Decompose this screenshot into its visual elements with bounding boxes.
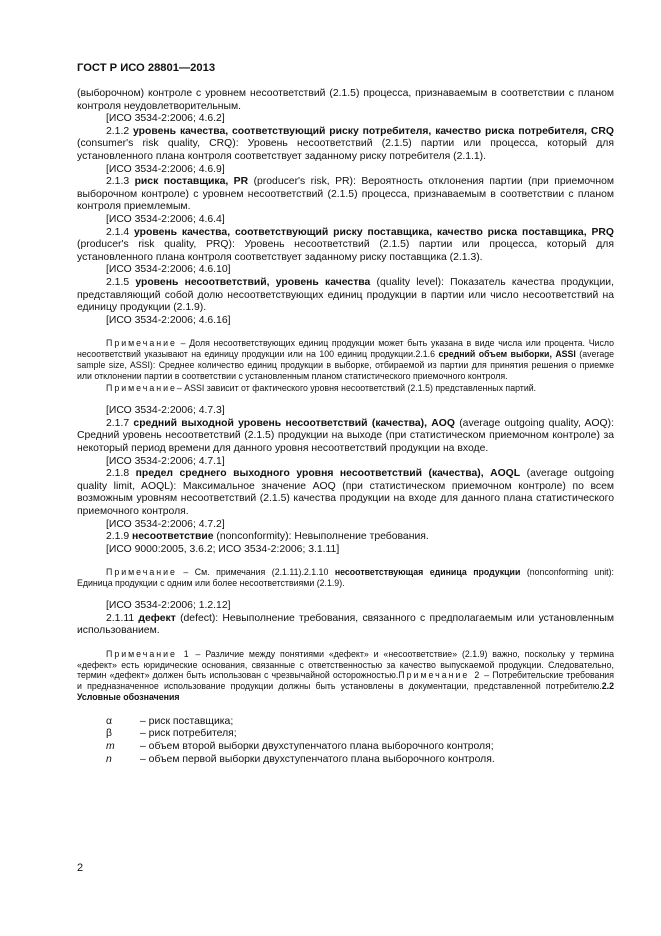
reference: [ИСО 3534-2:2006; 4.6.16] — [106, 314, 231, 326]
term-2-1-2: 2.1.2 уровень качества, соответствующий риску потребителя, качество риска потребителя, CRQ (consumer's risk quality, CRQ): Уровень несоответствий (2.1.5) партии или процесса, который для установленного плана контроля соответствует заданному риску потребителя (2.1.1). — [77, 125, 615, 162]
reference: [ИСО 3534-2:2006; 1.2.12] — [106, 599, 231, 611]
term-2-1-8: 2.1.8 предел среднего выходного уровня несоответствий (качества), AOQL (average outgoing quality limit, AOQL): Максимальное значение AOQ (при статистическом приемочном контроле) по всем возможным уровням несоответствий (2.1.5) качества продукции на входе для данного плана статистического приемочного контроля. — [77, 468, 615, 518]
term-title: несоответствующая единица продукции — [334, 567, 521, 578]
note-3: Примечание – См. примечания (2.1.11).2.1.10 несоответствующая единица продукции (nonconforming unit): Единица продукции с одним или более несоответствиями (2.1.9). — [77, 567, 614, 589]
note-2: Примечание– ASSI зависит от фактического уровня несоответствий (2.1.5) представленных партий. — [106, 383, 537, 394]
page-header: ГОСТ Р ИСО 28801—2013 — [77, 62, 216, 74]
term-title: уровень несоответствий, уровень качества — [135, 276, 371, 288]
reference: [ИСО 9000:2005, 3.6.2; ИСО 3534-2:2006; 3.1.11] — [106, 543, 340, 555]
term-2-1-7: 2.1.7 средний выходной уровень несоответствий (качества), AOQ (average outgoing quality, AOQ): Средний уровень несоответствий (2.1.5) продукции на выходе (при статистическом приемочном контроле) за некоторый период времени для данного уровня несоответствий продукции на входе. — [77, 417, 614, 455]
term-title: средний объем выборки, ASSI — [438, 349, 576, 360]
paragraph-continuation: (выборочном) контроле с уровнем несоответствий (2.1.5) процесса, признаваемым в соответствии с планом контроля неудовлетворительным. — [77, 88, 614, 112]
note-4: Примечание 1 – Различие между понятиями «дефект» и «несоответствие» (2.1.9) важно, поскольку у термина «дефект» есть юридические основания, связанные с ответственностью за качество выпускаемой продукции. Следовательно, термин «дефект» должен быть использован с чрезвычайной осторожностью.Примечание 2 – Потребительские требования и предназначенное использование продукции должны быть установлены в документации, представленной потребителю.2.2 Условные обозначения — [77, 648, 614, 702]
term-title: уровень качества, соответствующий риску потребителя, качество риска потребителя, CRQ — [133, 125, 615, 137]
note-1: Примечание – Доля несоответствующих единиц продукции может быть указана в виде числа или процента. Число несоответствий указывают на единицу продукции или на 100 единиц продукции.2.1.6 средний объем выборки, ASSI (average sample size, ASSI): Среднее количество единиц продукции в выборке, отбираемой из партии для принятия решения о приемке или отклонении партии в соответствии с установленным планом статистического приемочного контроля. — [77, 338, 614, 381]
symbols-list — [77, 716, 614, 766]
term-title: уровень качества, соответствующий риску поставщика, качество риска поставщика, PRQ — [134, 226, 614, 238]
document-body — [77, 88, 614, 766]
reference: [ИСО 3534-2:2006; 4.6.2] — [106, 113, 225, 125]
term-2-1-11: 2.1.11 дефект (defect): Невыполнение требования, связанного с предполагаемым или установленным использованием. — [77, 612, 615, 637]
symbol-row: n – объем первой выборки двухступенчатого плана выборочного контроля. — [106, 753, 495, 765]
term-title: средний выходной уровень несоответствий (качества), AOQ — [133, 417, 455, 429]
term-2-1-5: 2.1.5 уровень несоответствий, уровень качества (quality level): Показатель качества продукции, представляющий собой долю несоответствующих единиц продукции в партии или число несоответствий на единицу продукции (2.1.9). — [77, 276, 614, 314]
reference: [ИСО 3534-2:2006; 4.7.2] — [106, 518, 225, 530]
term-title: предел среднего выходного уровня несоответствий (качества), AOQL — [135, 468, 521, 480]
term-title: риск поставщика, PR — [134, 176, 249, 188]
term-2-1-3: 2.1.3 риск поставщика, PR (producer's risk, PR): Вероятность отклонения партии (при приемочном выборочном контроле) с уровнем несоответствий (2.1.5) процесса, признаваемым в соответствии с планом контроля приемлемым. — [77, 176, 614, 213]
reference: [ИСО 3534-2:2006; 4.7.3] — [106, 405, 225, 417]
term-2-1-9: 2.1.9 несоответствие (nonconformity): Невыполнение требования. — [106, 531, 429, 543]
reference: [ИСО 3534-2:2006; 4.6.9] — [106, 163, 225, 175]
section-heading: 2.2 Условные обозначения — [77, 681, 614, 702]
symbol-row: α – риск поставщика; — [106, 715, 234, 727]
reference: [ИСО 3534-2:2006; 4.6.10] — [106, 264, 231, 276]
term-title: дефект — [138, 612, 176, 624]
symbol-row: β – риск потребителя; — [106, 728, 237, 740]
term-2-1-4: 2.1.4 уровень качества, соответствующий риску поставщика, качество риска поставщика, PRQ (producer's risk quality, PRQ): Уровень несоответствий (2.1.5) партии или процесса, который для установленного плана контроля соответствует заданному риску поставщика (2.1.3). — [77, 226, 614, 263]
term-title: несоответствие — [132, 531, 214, 543]
reference: [ИСО 3534-2:2006; 4.6.4] — [106, 213, 225, 225]
reference: [ИСО 3534-2:2006; 4.7.1] — [106, 455, 225, 467]
symbol-row: m – объем второй выборки двухступенчатого плана выборочного контроля; — [106, 740, 494, 752]
page-number: 2 — [77, 862, 84, 874]
